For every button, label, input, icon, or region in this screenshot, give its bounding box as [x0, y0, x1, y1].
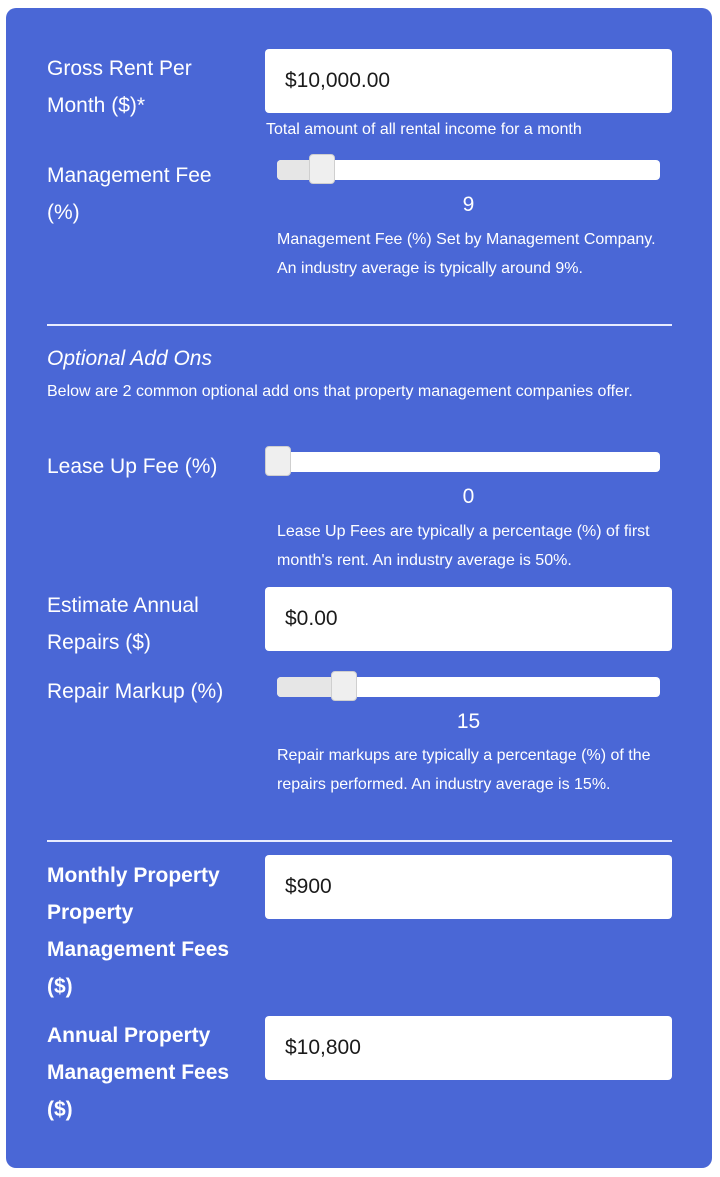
slider-handle[interactable]	[309, 154, 335, 184]
lease-up-fee-value: 0	[462, 485, 475, 508]
divider	[47, 324, 672, 326]
repair-markup-label: Repair Markup (%)	[47, 680, 224, 703]
repair-markup-slider[interactable]	[277, 677, 660, 697]
lease-up-fee-help: Lease Up Fees are typically a percentage (%) of first month's rent. An industry average is 50%.	[277, 523, 650, 569]
monthly-fees-output[interactable]: $900	[265, 855, 672, 919]
management-fee-help: Management Fee (%) Set by Management Company. An industry average is typically around 9%.	[277, 231, 656, 277]
monthly-fees-label: Monthly Property Property Management Fees ($)	[47, 864, 230, 998]
repair-markup-help: Repair markups are typically a percentage (%) of the repairs performed. An industry average is 15%.	[277, 747, 651, 793]
repair-markup-value: 15	[456, 710, 481, 733]
optional-addons-desc: Below are 2 common optional add ons that property management companies offer.	[47, 383, 633, 400]
slider-handle[interactable]	[265, 446, 291, 476]
optional-addons-title: Optional Add Ons	[47, 347, 212, 370]
management-fee-value: 9	[462, 193, 475, 216]
annual-fees-output[interactable]: $10,800	[265, 1016, 672, 1080]
management-fee-slider[interactable]	[277, 160, 660, 180]
gross-rent-input[interactable]: $10,000.00	[265, 49, 672, 113]
annual-fees-label: Annual Property Management Fees ($)	[47, 1024, 230, 1121]
divider	[47, 840, 672, 842]
lease-up-fee-slider[interactable]	[265, 452, 660, 472]
gross-rent-label: Gross Rent Per Month ($)*	[47, 57, 192, 117]
annual-repairs-input[interactable]: $0.00	[265, 587, 672, 651]
lease-up-fee-label: Lease Up Fee (%)	[47, 455, 218, 478]
gross-rent-help: Total amount of all rental income for a month	[266, 121, 582, 138]
slider-handle[interactable]	[331, 671, 357, 701]
annual-repairs-label: Estimate Annual Repairs ($)	[47, 594, 199, 654]
management-fee-label: Management Fee (%)	[47, 164, 212, 224]
